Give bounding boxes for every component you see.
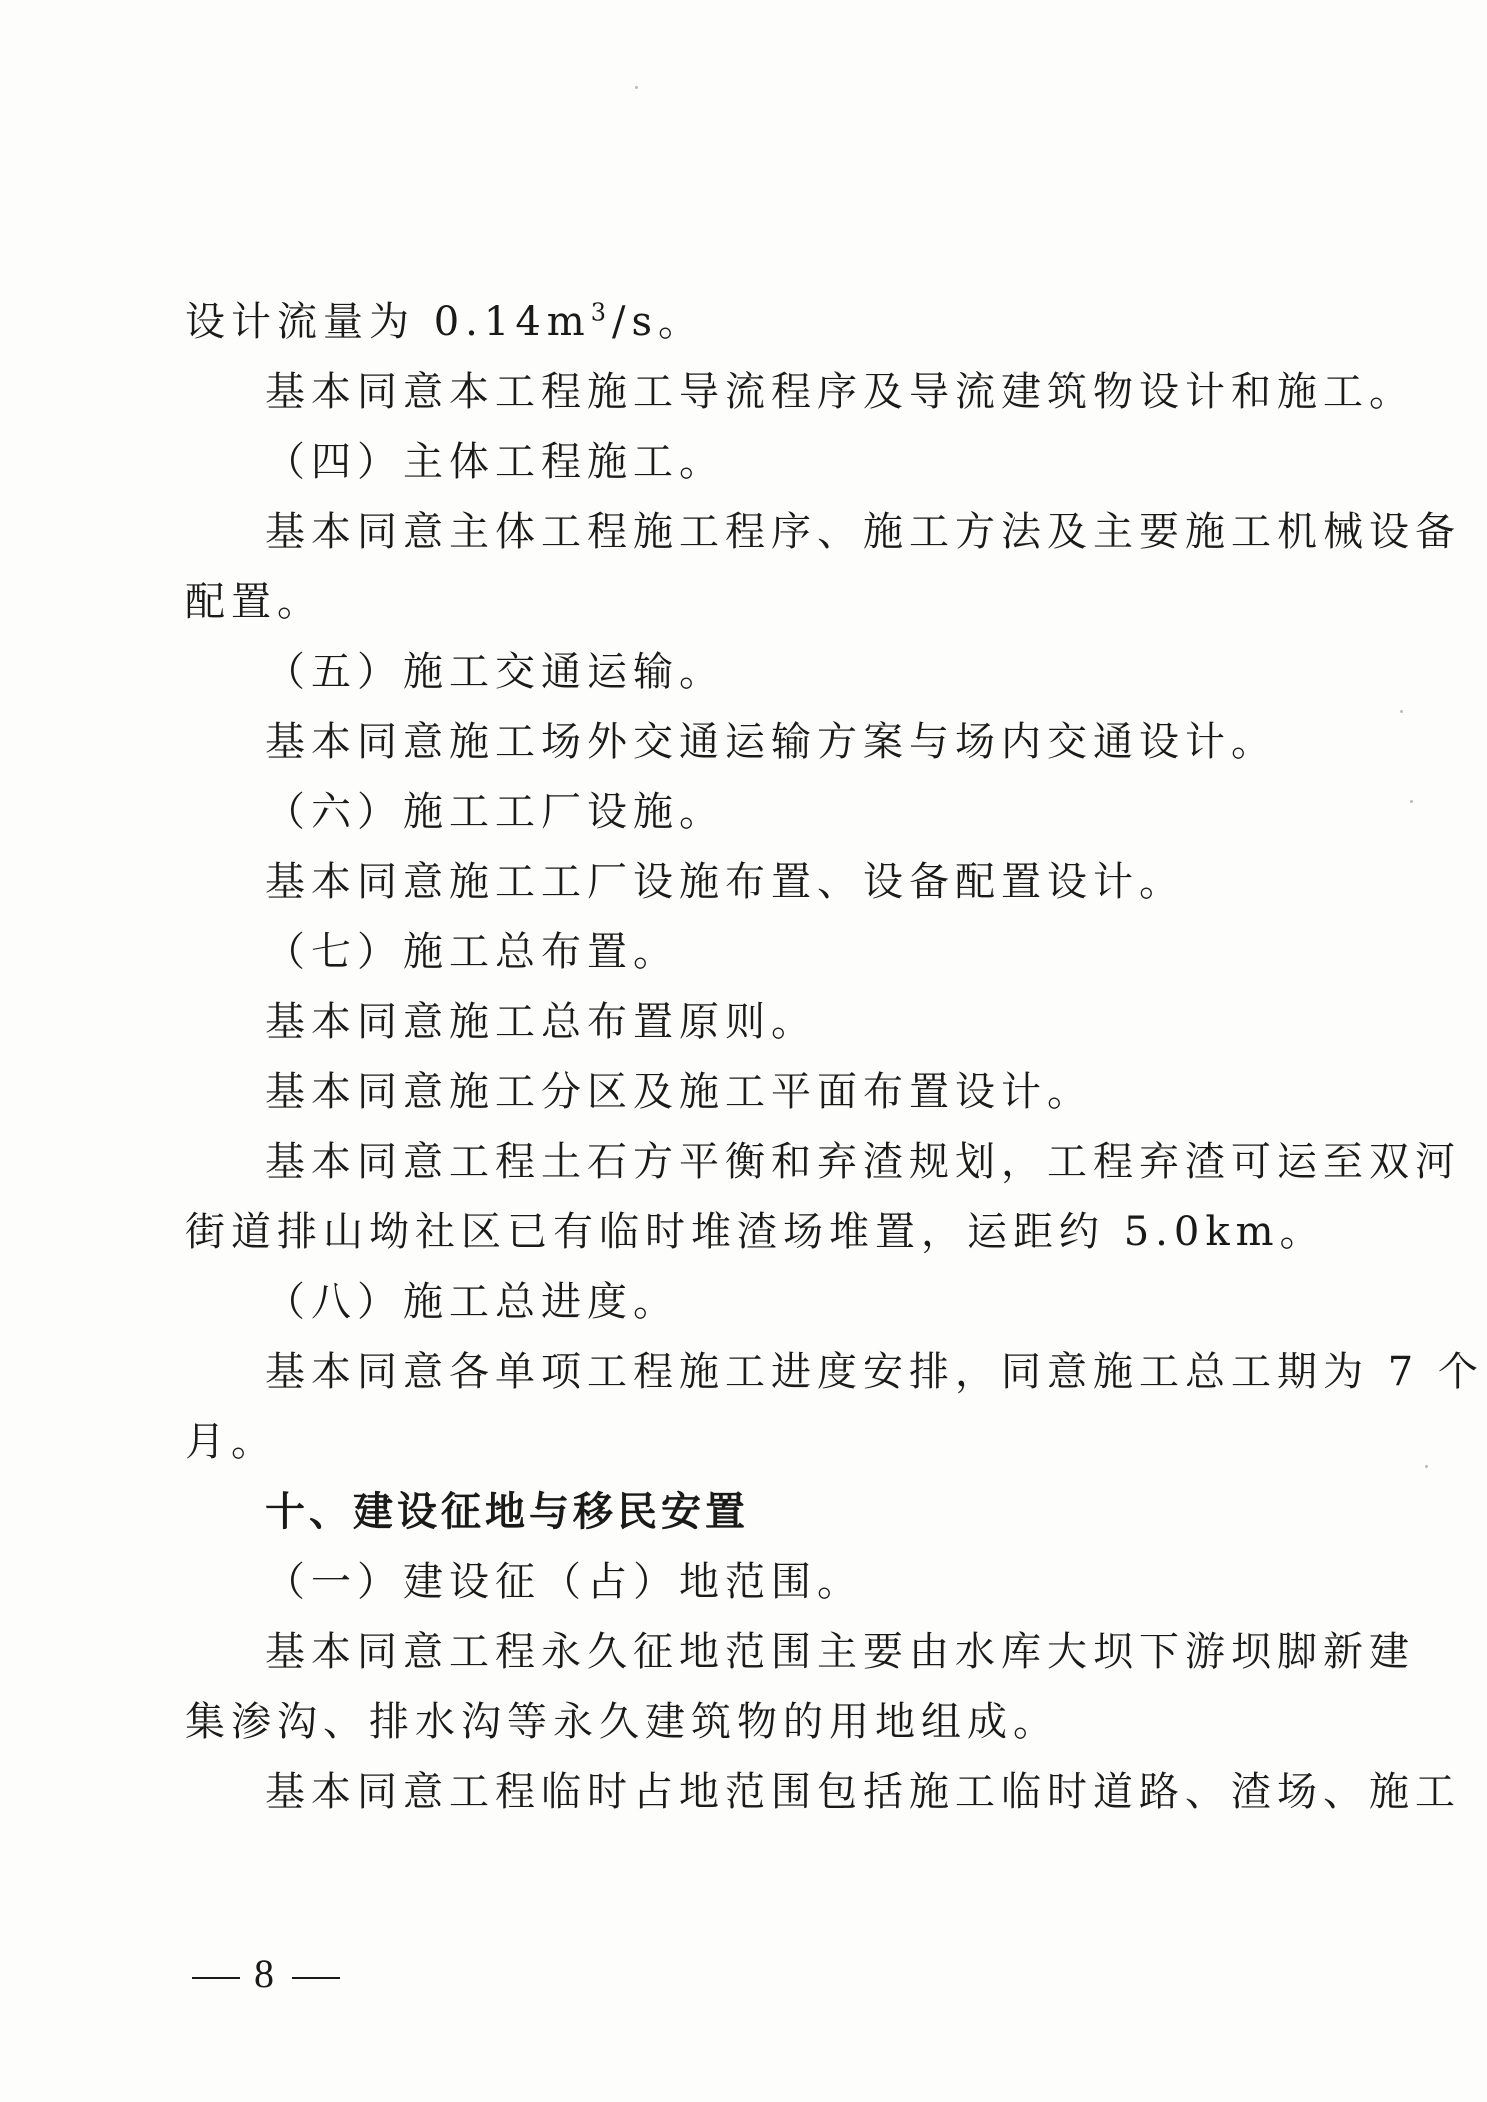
paragraph-line-7: 基本同意施工场外交通运输方案与场内交通设计。 [265,719,1277,765]
scan-speck [1400,710,1403,713]
paragraph-line-17: 月。 [185,1419,277,1465]
scan-speck [1410,800,1413,803]
scan-speck [1425,1465,1428,1468]
paragraph-line-4: 基本同意主体工程施工程序、施工方法及主要施工机械设备 [265,509,1461,555]
chapter-heading-10: 十、建设征地与移民安置 [265,1489,749,1535]
paragraph-line-1: 设计流量为 $0.14m^3/s$。 [185,298,705,345]
paragraph-line-21: 集渗沟、排水沟等永久建筑物的用地组成。 [185,1699,1059,1745]
paragraph-line-20: 基本同意工程永久征地范围主要由水库大坝下游坝脚新建 [265,1629,1415,1675]
paragraph-line-12: 基本同意施工分区及施工平面布置设计。 [265,1069,1093,1115]
paragraph-line-11: 基本同意施工总布置原则。 [265,999,817,1045]
page-number [178,1948,354,2000]
section-heading-7: （七）施工总布置。 [265,929,679,975]
paragraph-line-16: 基本同意各单项工程施工进度安排，同意施工总工期为 7 个 [265,1349,1484,1395]
section-heading-1: （一）建设征（占）地范围。 [265,1559,863,1605]
page-number-value: 8 [254,1951,278,1996]
scan-speck [635,86,638,89]
dash-right [292,1977,340,1979]
paragraph-line-22: 基本同意工程临时占地范围包括施工临时道路、渣场、施工 [265,1769,1461,1815]
paragraph-line-9: 基本同意施工工厂设施布置、设备配置设计。 [265,859,1185,905]
section-heading-5: （五）施工交通运输。 [265,649,725,695]
section-heading-6: （六）施工工厂设施。 [265,789,725,835]
dash-left [192,1977,240,1979]
paragraph-line-14: 街道排山坳社区已有临时堆渣场堆置，运距约 5.0km。 [185,1209,1326,1255]
paragraph-line-2: 基本同意本工程施工导流程序及导流建筑物设计和施工。 [265,369,1415,415]
section-heading-4: （四）主体工程施工。 [265,439,725,485]
paragraph-line-13: 基本同意工程土石方平衡和弃渣规划，工程弃渣可运至双河 [265,1139,1461,1185]
section-heading-8: （八）施工总进度。 [265,1279,679,1325]
paragraph-line-5: 配置。 [185,579,323,625]
